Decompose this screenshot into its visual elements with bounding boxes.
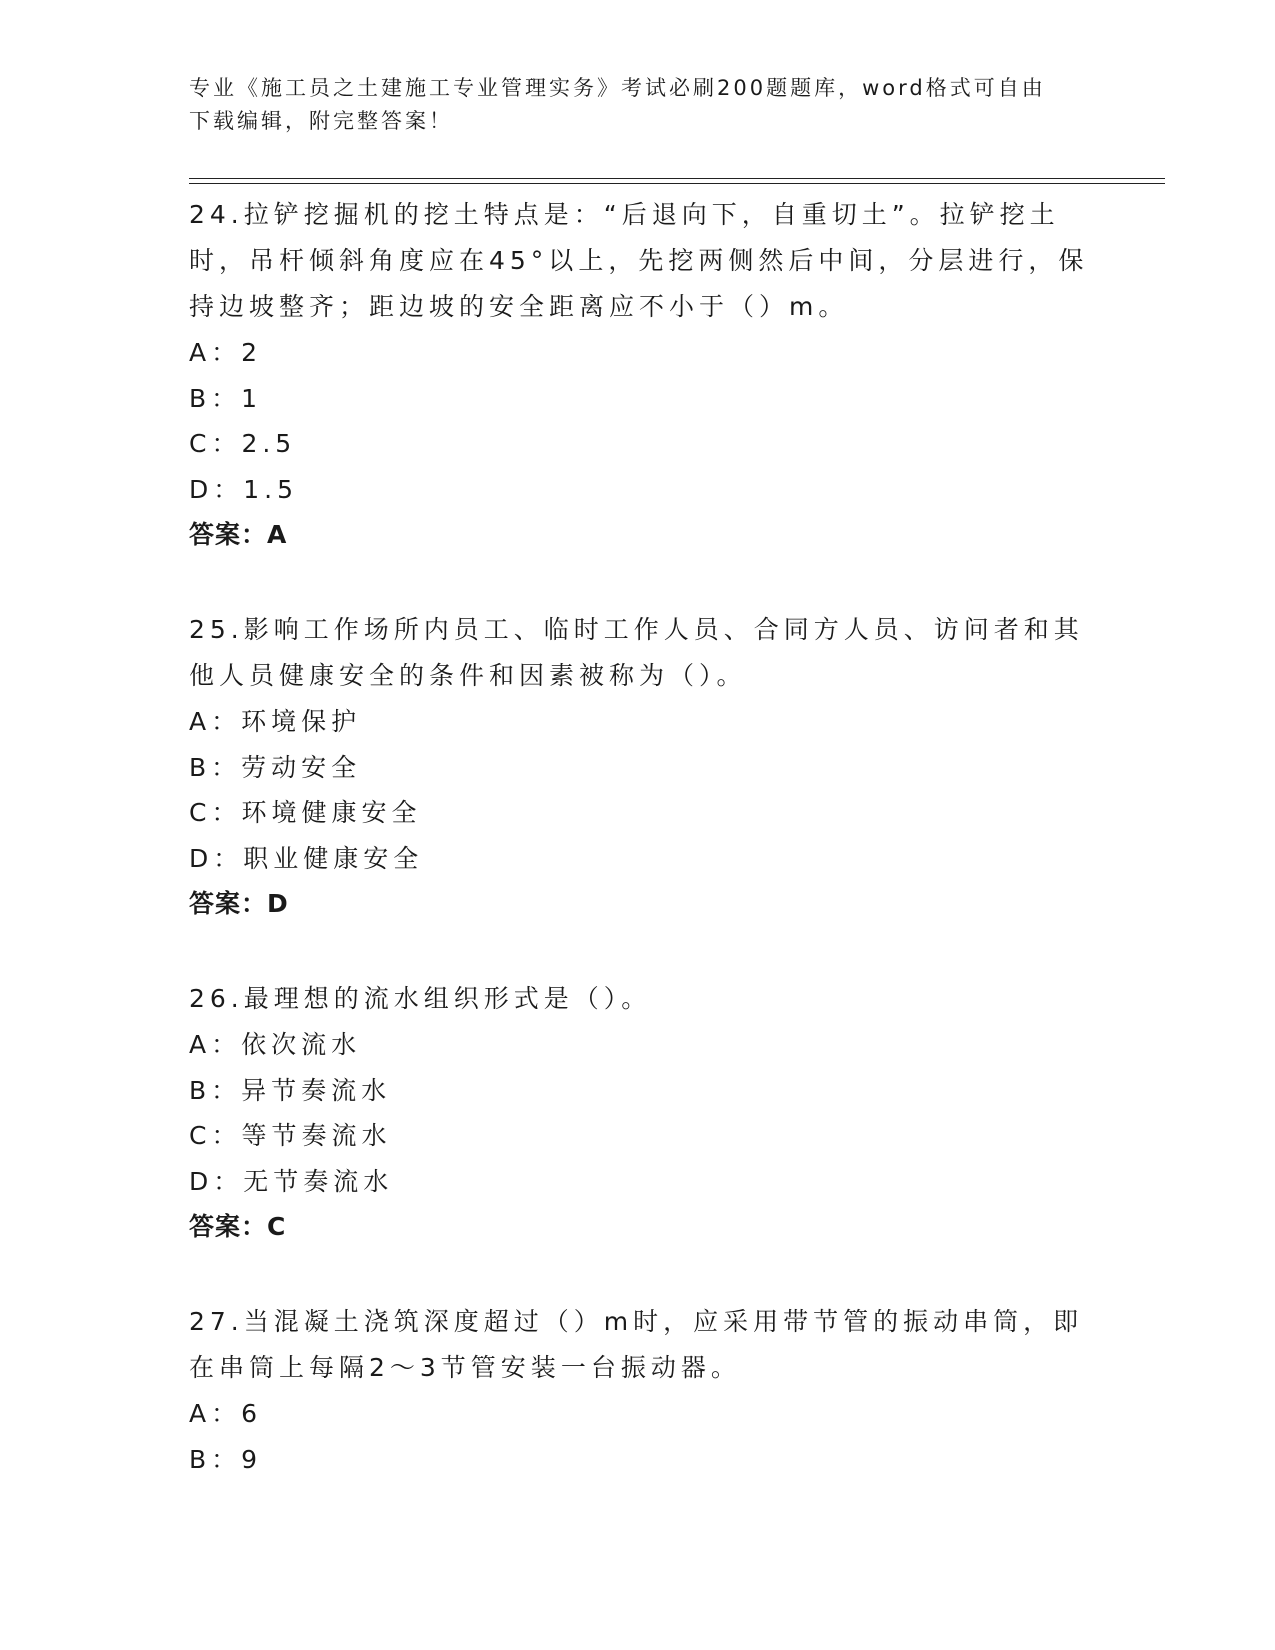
question-26 <box>189 976 1089 1250</box>
option-b: B：9 <box>189 1444 263 1474</box>
question-list <box>189 192 1089 1531</box>
option-b: B：异节奏流水 <box>189 1075 392 1105</box>
question-text: 27.当混凝土浇筑深度超过（）m时，应采用带节管的振动串筒，即在串筒上每隔2～3节管安装一台振动器。 <box>189 1307 1084 1382</box>
question-text: 24.拉铲挖掘机的挖土特点是：“后退向下，自重切土”。拉铲挖土时，吊杆倾斜角度应在45°以上，先挖两侧然后中间，分层进行，保持边坡整齐；距边坡的安全距离应不小于（）m。 <box>189 200 1089 321</box>
question-24 <box>189 192 1089 558</box>
question-27 <box>189 1299 1089 1482</box>
option-d: D：无节奏流水 <box>189 1166 394 1196</box>
option-c: C：等节奏流水 <box>189 1121 392 1150</box>
option-d: D：职业健康安全 <box>189 843 424 873</box>
option-a: A：依次流水 <box>189 1030 362 1059</box>
header-divider-top <box>189 178 1165 179</box>
question-25 <box>189 607 1089 927</box>
option-b: B：1 <box>189 383 263 413</box>
answer: 答案：D <box>189 889 289 918</box>
option-a: A：环境保护 <box>189 707 362 736</box>
question-text: 25.影响工作场所内员工、临时工作人员、合同方人员、访问者和其他人员健康安全的条件和因素被称为（）。 <box>189 615 1084 690</box>
header-line-1: 专业《施工员之土建施工专业管理实务》考试必刷200题题库，word格式可自由 <box>189 76 1046 100</box>
option-a: A：6 <box>189 1399 263 1428</box>
option-c: C：2.5 <box>189 429 297 458</box>
document-header <box>189 72 1089 138</box>
option-c: C：环境健康安全 <box>189 798 422 827</box>
header-line-2: 下载编辑，附完整答案！ <box>189 109 453 133</box>
answer: 答案：C <box>189 1212 287 1241</box>
option-b: B：劳动安全 <box>189 752 362 782</box>
option-d: D：1.5 <box>189 474 299 504</box>
question-text: 26.最理想的流水组织形式是（）。 <box>189 984 652 1013</box>
answer: 答案：A <box>189 520 288 549</box>
option-a: A：2 <box>189 338 263 367</box>
header-divider-bottom <box>189 183 1165 184</box>
